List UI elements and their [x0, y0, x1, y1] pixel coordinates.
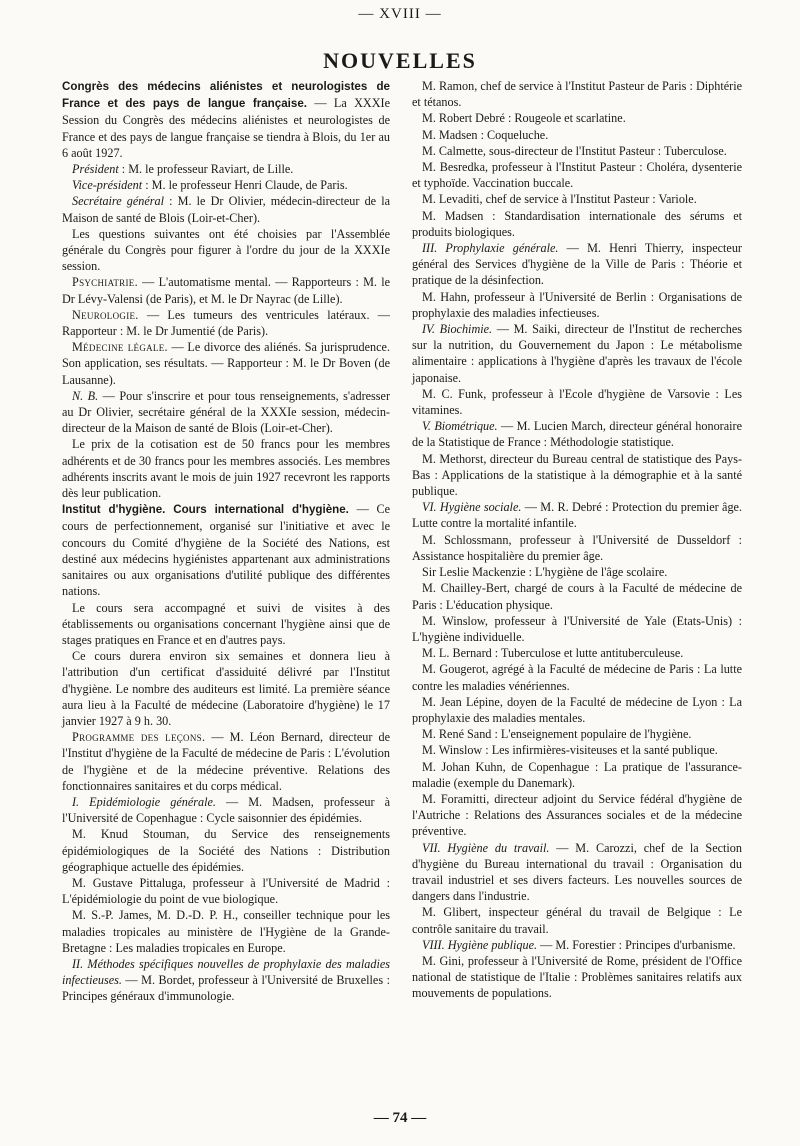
- vice-president-text: : M. le professeur Henri Claude, de Paris.: [142, 178, 348, 193]
- section-5-paragraph: [412, 418, 742, 450]
- stouman-paragraph: M. Knud Stouman, du Service des renseignements épidémiologiques de la Société des Nations : Distribution géographique actuelle des épidémies.: [62, 827, 390, 874]
- winslow-yale-paragraph: M. Winslow, professeur à l'Université de Yale (Etats-Unis) : L'hygiène individuelle.: [412, 613, 742, 644]
- accompagne-paragraph: Le cours sera accompagné et suivi de visites à des établissements ou organisations concernant l'hygiène ainsi que de stages pratiques en France et en d'autres pays.: [62, 600, 390, 647]
- questions-paragraph: Les questions suivantes ont été choisies par l'Assemblée générale du Congrès pour figurer à l'ordre du jour de la XXXIe session.: [62, 226, 390, 274]
- section-1-paragraph: [62, 794, 390, 826]
- glibert-paragraph: M. Glibert, inspecteur général du travail de Belgique : Le contrôle sanitaire du travail.: [412, 905, 742, 936]
- section-3-text: — M. Henri Thierry, inspecteur général des Services d'hygiène de la Ville de Paris : Théorie et pratique de la désinfection.: [412, 241, 742, 288]
- section-7-paragraph: [412, 840, 742, 905]
- medecine-legale-text: — Le divorce des aliénés. Sa jurisprudence. Son application, ses résultats. — Rapporteur : M. le Dr Boven (de Lausanne).: [62, 340, 390, 387]
- page-title: NOUVELLES: [323, 48, 477, 73]
- roman-folio: — XVIII —: [358, 6, 442, 22]
- medecine-legale-paragraph: [62, 339, 390, 388]
- congres-intro: — La XXXIe Session du Congrès des médecins aliénistes et neurologistes de France et des pays de langue française se tiendra à Blois, du 1er au 6 août 1927.: [62, 96, 390, 160]
- section-4-label: IV. Biochimie.: [422, 322, 493, 337]
- neurologie-text: — Les tumeurs des ventricules latéraux. — Rapporteur : M. le Dr Jumentié (de Paris).: [62, 307, 390, 339]
- madsen-standardisation-paragraph: M. Madsen : Standardisation internationale des sérums et produits biologiques.: [412, 208, 742, 239]
- james-paragraph: M. S.-P. James, M. D.-D. P. H., conseiller technique pour les maladies tropicales au ministère de l'Hygiène de la Grande-Bretagne : Les maladies tropicales en Europe.: [62, 908, 390, 955]
- calmette-paragraph: M. Calmette, sous-directeur de l'Institut Pasteur : Tuberculose.: [422, 143, 727, 158]
- programme-paragraph: [62, 729, 390, 794]
- section-4-text: — M. Saiki, directeur de l'Institut de recherches sur la nutrition, du Gouvernement du Japon : Le métabolisme alimentaire : applications à l'hygiène d'après les travaux de l'école japonaise.: [412, 322, 742, 385]
- institut-heading: Institut d'hygiène. Cours international d'hygiène.: [62, 503, 349, 517]
- winslow-infirmieres-paragraph: M. Winslow : Les infirmières-visiteuses et la santé publique.: [422, 743, 718, 758]
- section-8-paragraph: [412, 937, 742, 953]
- funk-paragraph: M. C. Funk, professeur à l'Ecole d'hygiène de Varsovie : Les vitamines.: [412, 386, 742, 418]
- neurologie-paragraph: [62, 307, 390, 339]
- secretaire-text: : M. le Dr Olivier, médecin-directeur de la Maison de santé de Blois (Loir-et-Cher).: [62, 194, 391, 225]
- section-3-label: III. Prophylaxie générale.: [422, 241, 559, 256]
- medecine-legale-label: Médecine légale.: [72, 340, 168, 355]
- section-8-text: — M. Forestier : Principes d'urbanisme.: [537, 937, 736, 952]
- section-4-paragraph: [412, 321, 742, 386]
- section-1-label: I. Epidémiologie générale.: [72, 794, 216, 809]
- left-column: [62, 78, 390, 1005]
- kuhn-paragraph: M. Johan Kuhn, de Copenhague : La pratique de l'assurance-maladie (exemple du Danemark).: [412, 759, 742, 790]
- psychiatrie-paragraph: [62, 274, 390, 306]
- programme-label: Programme des leçons.: [72, 730, 206, 745]
- ramon-paragraph: M. Ramon, chef de service à l'Institut Pasteur de Paris : Diphtérie et tétanos.: [412, 79, 742, 110]
- congres-paragraph: [62, 78, 390, 161]
- madsen-coqueluche-paragraph: M. Madsen : Coqueluche.: [422, 127, 549, 142]
- section-7-text: — M. Carozzi, chef de la Section d'hygiène du Bureau international du travail : Organisation du travail industriel et ses divers facteurs. Les nouvelles sources de dangers dans l'industrie.: [412, 840, 742, 904]
- psychiatrie-label: Psychiatrie.: [72, 275, 138, 290]
- neurologie-label: Neurologie.: [72, 307, 139, 322]
- duree-paragraph: Ce cours durera environ six semaines et donnera lieu à l'attribution d'un certificat d'assiduité délivré par l'Institut d'hygiène. Le nombre des auditeurs est limité. La première séance aura lieu à la Faculté de médecine (Laboratoire d'hygiène) le 17 janvier 1927 à 9 h. 30.: [62, 649, 390, 728]
- nb-label: N. B.: [72, 388, 99, 403]
- chailley-paragraph: M. Chailley-Bert, chargé de cours à la Faculté de médecine de Paris : L'éducation physique.: [412, 581, 742, 612]
- mackenzie-paragraph: Sir Leslie Mackenzie : L'hygiène de l'âge scolaire.: [422, 565, 668, 580]
- psychiatrie-text: — L'automatisme mental. — Rapporteurs : M. le Dr Lévy-Valensi (de Paris), et M. le Dr Nayrac (de Lille).: [62, 275, 390, 306]
- president-text: : M. le professeur Raviart, de Lille.: [118, 162, 294, 177]
- bernard-paragraph: M. L. Bernard : Tuberculose et lutte antituberculeuse.: [422, 646, 684, 661]
- cotisation-paragraph: Le prix de la cotisation est de 50 francs pour les membres adhérents et de 30 francs pour les membres associés. Les membres adhérents inscrits avant le mois de juin 1927 recevront les rapports dès leur publication.: [62, 437, 390, 501]
- vice-president-line: [62, 177, 390, 193]
- section-5-label: V. Biométrique.: [422, 419, 498, 434]
- section-5-text: — M. Lucien March, directeur général honoraire de la Statistique de France : Méthodologie statistique.: [412, 419, 742, 450]
- sand-paragraph: M. René Sand : L'enseignement populaire de l'hygiène.: [422, 727, 692, 742]
- section-2-paragraph: [62, 956, 390, 1005]
- hahn-paragraph: M. Hahn, professeur à l'Université de Berlin : Organisations de prophylaxie des maladies infectieuses.: [412, 289, 742, 320]
- section-2-text: — M. Bordet, professeur à l'Université de Bruxelles : Principes généraux d'immunologie.: [62, 973, 390, 1004]
- nb-text: — Pour s'inscrire et pour tous renseignements, s'adresser au Dr Olivier, secrétaire général de la XXXIe session, médecin-directeur de la Maison de santé de Blois (Loir-et-Cher).: [62, 388, 390, 436]
- congres-heading: Congrès des médecins aliénistes et neurologistes de France et des pays de langue française.: [62, 80, 390, 111]
- gougerot-paragraph: M. Gougerot, agrégé à la Faculté de médecine de Paris : La lutte contre les maladies vénériennes.: [412, 662, 742, 693]
- secretaire-line: [62, 193, 390, 225]
- president-label: Président: [72, 162, 119, 177]
- schlossmann-paragraph: M. Schlossmann, professeur à l'Université de Dusseldorf : Assistance hospitalière du premier âge.: [412, 532, 742, 563]
- lepine-paragraph: M. Jean Lépine, doyen de la Faculté de médecine de Lyon : La prophylaxie des maladies mentales.: [412, 694, 742, 725]
- programme-text: — M. Léon Bernard, directeur de l'Institut d'hygiène de la Faculté de médecine de Paris : L'évolution de l'hygiène et de la médecine préventive. Relations des fonctionnaires sanitaires et du corps médical.: [62, 730, 390, 793]
- foramitti-paragraph: M. Foramitti, directeur adjoint du Service fédéral d'hygiène de l'Autriche : Relations des Assurances sociales et de la médecine préventive.: [412, 791, 742, 839]
- gini-paragraph: M. Gini, professeur à l'Université de Rome, président de l'Office national de statistique de l'Italie : Problèmes sanitaires relatifs aux mouvements de populations.: [412, 953, 742, 1001]
- section-7-label: VII. Hygiène du travail.: [422, 840, 550, 855]
- page-number: — 74 —: [373, 1110, 427, 1126]
- institut-paragraph: [62, 501, 390, 599]
- section-2-label: II. Méthodes spécifiques nouvelles de prophylaxie des maladies infectieuses.: [62, 956, 390, 988]
- pittaluga-paragraph: M. Gustave Pittaluga, professeur à l'Université de Madrid : L'épidémiologie du point de vue biologique.: [62, 875, 390, 907]
- methorst-paragraph: M. Methorst, directeur du Bureau central de statistique des Pays-Bas : Applications de la statistique à la démographie et à la santé publique.: [412, 451, 742, 499]
- nb-paragraph: [62, 388, 390, 437]
- right-column: [412, 78, 742, 1002]
- institut-intro: — Ce cours de perfectionnement, organisé sur l'initiative et avec le concours du Comité d'hygiène de la Société des Nations, est destiné aux médecins hygiénistes appartenant aux administrations sanitaires ou aux organisations d'utilité publique des différentes nations.: [62, 502, 390, 599]
- besredka-paragraph: M. Besredka, professeur à l'Institut Pasteur : Choléra, dysenterie et typhoïde. Vaccination buccale.: [412, 160, 742, 191]
- section-6-text: — M. R. Debré : Protection du premier âge. Lutte contre la mortalité infantile.: [412, 500, 742, 531]
- president-line: [62, 161, 390, 177]
- section-6-paragraph: [412, 499, 742, 531]
- secretaire-label: Secrétaire général: [72, 194, 164, 209]
- section-3-paragraph: [412, 240, 742, 289]
- section-6-label: VI. Hygiène sociale.: [422, 500, 522, 515]
- section-8-label: VIII. Hygiène publique.: [422, 937, 538, 952]
- debre-paragraph: M. Robert Debré : Rougeole et scarlatine.: [422, 111, 626, 126]
- vice-president-label: Vice-président: [72, 178, 143, 193]
- section-1-text: — M. Madsen, professeur à l'Université de Copenhague : Cycle saisonnier des épidémies.: [62, 794, 391, 826]
- levaditi-paragraph: M. Levaditi, chef de service à l'Institut Pasteur : Variole.: [422, 192, 697, 207]
